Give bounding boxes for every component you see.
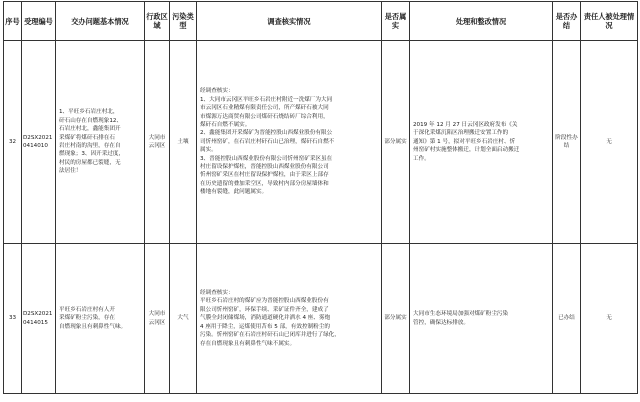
header-id: 受理编号 (22, 2, 56, 41)
row-handling (410, 41, 553, 244)
issue-line: 岩庄村南的沟里，存在自 (59, 143, 121, 149)
handling-line: 大同市生态环境局加强对煤矿粉尘污染 (413, 311, 509, 318)
row-closed: 已办结 (553, 244, 581, 394)
header-verified: 是否属实 (382, 2, 410, 41)
header-investigation: 调查核实情况 (197, 2, 382, 41)
investigation-line: 限公司忻州窑矿，环保手续、采矿证件齐全，建成了 (200, 306, 329, 313)
row-issue (56, 41, 145, 244)
row-seq: 33 (4, 244, 22, 394)
issue-line: 法居住！ (59, 168, 82, 175)
handling-line: 通知》第 1 号，拟对平旺乡石岩庄村、忻 (413, 138, 516, 145)
investigation-line: 1、大同市云冈区平旺乡石岩庄村附近一洗煤厂为大同 (200, 96, 333, 103)
row-verified: 部分属实 (382, 41, 410, 244)
case-table (3, 1, 638, 394)
issue-line: 石岩庄村北，鑫能集团开 (59, 126, 121, 133)
row-responsible: 无 (581, 41, 638, 244)
investigation-line: 存在自燃现象且有刺鼻性气味不属实。 (200, 340, 296, 347)
handling-line: 工作。 (413, 155, 430, 162)
row-verified: 部分属实 (382, 244, 410, 394)
row-region: 大同市云冈区 (145, 41, 170, 244)
row-region: 大同市云冈区 (145, 244, 170, 394)
row-closed: 阶段性办结 (553, 41, 581, 244)
issue-line: 1、平旺乡石岩庄村北， (59, 109, 119, 116)
issue-line: 自燃现象且有刺鼻性气味。 (59, 323, 127, 330)
investigation-line: 污染。忻州窑矿在石岩庄村矸石山已闭库并进行了绿化， (200, 332, 340, 339)
issue-line: 平旺乡石岩庄村有人开 (59, 306, 115, 313)
issue-line: 矸石山存在自燃现象12、 (59, 117, 123, 124)
investigation-line: 3、晋能控股山西煤业股份有限公司忻州窑矿采区虽在 (200, 155, 333, 162)
handling-line: 2019 年 12 月 27 日云冈区政府发布《关 (413, 121, 518, 128)
investigation-line: 2、鑫能集团开采煤矿为晋能控股山西煤业股份有限公 (200, 130, 333, 137)
row-investigation (197, 41, 382, 244)
row-type: 大气 (170, 244, 197, 394)
investigation-line: 煤矸石自燃不属实。 (200, 121, 251, 128)
row-issue (56, 244, 145, 394)
handling-line: 管控，确保达标排放。 (413, 319, 469, 326)
row-handling (410, 244, 553, 394)
row-id: D2SX20210414015 (22, 244, 56, 394)
header-seq: 序号 (4, 2, 22, 41)
investigation-line: 村庄留设保护煤柱，晋能控股山西煤业股份有限公司 (200, 164, 329, 171)
investigation-line: 在历史遗留的叠加采空区，导致村内部分房屋墙体和 (200, 180, 329, 187)
issue-line: 燃现象；3、因开采过度， (59, 151, 125, 158)
row-id: D2SX20210414010 (22, 41, 56, 244)
header-handling: 处理和整改情况 (410, 2, 553, 41)
header-type: 污染类型 (170, 2, 197, 41)
row-type: 土壤 (170, 41, 197, 244)
investigation-line: 忻州窑矿采区在村庄留设保护煤柱，由于采区上部存 (200, 172, 329, 179)
investigation-line: 4 座用于降尘，运煤使用苫布 5 部，有效控制粉尘的 (200, 323, 330, 330)
header-row (4, 2, 638, 41)
handling-line: 州窑矿村实施整体搬迁，计划全面启动搬迁 (413, 147, 520, 154)
header-issue: 交办问题基本情况 (56, 2, 145, 41)
investigation-line: 平旺乡石岩庄村的煤矿应为晋能控股山西煤业股份有 (200, 298, 329, 305)
investigation-line: 气膜全封闭储煤场，消防通道硬化并洒水 4 座、雾炮 (200, 315, 331, 322)
table-row (4, 41, 638, 244)
investigation-line: 经调查核实： (200, 88, 234, 95)
investigation-line: 市云冈区石业精煤有限责任公司，所产煤矸石被大同 (200, 105, 329, 112)
row-investigation (197, 244, 382, 394)
investigation-line: 楼地有裂缝，此问题属实。 (200, 189, 268, 196)
issue-line: 村民的房屋都已裂缝，无 (59, 159, 121, 166)
issue-line: 采煤矿将煤矸石排在石 (59, 134, 115, 141)
investigation-line: 经调查核实： (200, 290, 234, 297)
header-responsible: 责任人被处理情况 (581, 2, 638, 41)
header-closed: 是否办结 (553, 2, 581, 41)
header-region: 行政区域 (145, 2, 170, 41)
row-responsible: 无 (581, 244, 638, 394)
issue-line: 采煤矿粉尘污染，存在 (59, 315, 115, 322)
investigation-line: 市煤源万达商贸有限公司煤矸石烧结砖厂综合利用， (200, 113, 329, 120)
investigation-line: 司忻州窑矿，在石岩庄村矸石山已治理，煤矸石自燃不 (200, 138, 335, 145)
investigation-line: 属实。 (200, 147, 217, 154)
row-seq: 32 (4, 41, 22, 244)
table-row (4, 244, 638, 394)
handling-line: 于深化采煤沉陷区治理搬迁安置工作的 (413, 130, 509, 137)
